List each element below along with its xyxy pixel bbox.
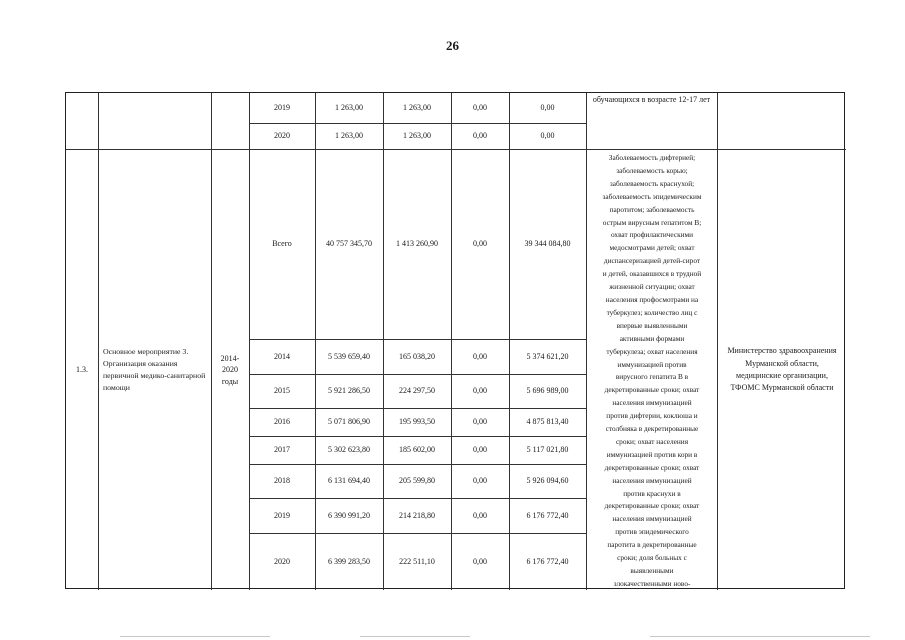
funding-cell: 5 117 021,80 <box>526 445 569 455</box>
indicator-line: сроки; охват населения <box>615 436 689 446</box>
funding-cell: 5 926 094,60 <box>526 476 569 486</box>
indicator-line: столбняка в декретированные <box>605 424 699 434</box>
indicator-line: заболеваемость краснухой; <box>609 178 695 188</box>
indicator-line: заболеваемость корью; <box>616 165 688 175</box>
indicator-line: острым вирусным гепатитом В; <box>602 217 702 227</box>
funding-cell: 1 263,00 <box>403 102 431 112</box>
year-cell: 2019 <box>274 510 290 520</box>
year-cell: 2014 <box>274 351 290 361</box>
funding-cell: 0,00 <box>473 351 487 361</box>
year-cell: 2015 <box>274 386 290 396</box>
total-cell: 1 263,00 <box>335 102 363 112</box>
total-cell: 5 539 659,40 <box>328 351 370 361</box>
funding-cell: 222 511,10 <box>399 556 435 566</box>
total-cell: 6 390 991,20 <box>328 510 370 520</box>
funding-cell: 39 344 084,80 <box>524 239 571 249</box>
indicator-line: декретированные сроки; охват <box>604 501 700 511</box>
funding-cell: 0,00 <box>540 102 555 112</box>
funding-cell: 185 602,00 <box>399 445 435 455</box>
funding-cell: 224 297,50 <box>399 386 435 396</box>
funding-cell: 0,00 <box>540 131 555 141</box>
funding-cell: 214 218,80 <box>399 510 435 520</box>
scan-artifact <box>120 636 270 637</box>
indicator-line: злокачественными ново- <box>613 578 691 588</box>
col-divider <box>586 93 587 590</box>
total-cell: 40 757 345,70 <box>326 239 372 249</box>
funding-cell: 6 176 772,40 <box>526 510 569 520</box>
indicator-line: декретированные сроки; охват <box>604 462 700 472</box>
funding-cell: 0,00 <box>473 417 487 427</box>
funding-cell: 1 263,00 <box>403 131 431 141</box>
program-table <box>65 92 845 589</box>
col-divider <box>98 93 99 590</box>
year-cell: 2016 <box>274 417 290 427</box>
indicator-line: жизненной ситуации; охват <box>609 282 695 292</box>
funding-cell: 6 176 772,40 <box>526 556 569 566</box>
total-cell: 5 921 286,50 <box>328 386 370 396</box>
funding-cell: 5 374 621,20 <box>526 351 569 361</box>
indicator-line: Заболеваемость дифтерией; <box>608 153 696 162</box>
indicator-line: против краснухи в <box>623 488 681 498</box>
funding-cell: 205 599,80 <box>399 476 435 486</box>
indicator-line: впервые выявленными <box>616 320 688 330</box>
page-number: 26 <box>446 38 459 53</box>
funding-cell: 5 696 989,00 <box>526 386 569 396</box>
year-cell: 2020 <box>274 131 290 141</box>
top-indicator-text: обучающихся в возрасте 12-17 лет <box>592 95 711 104</box>
indicator-line: заболеваемость эпидемическим <box>602 191 702 201</box>
indicator-line: населения профосмотрами на <box>605 294 699 304</box>
indicator-list <box>588 152 716 589</box>
funding-cell: 0,00 <box>473 102 487 112</box>
funding-cell: 0,00 <box>473 386 487 396</box>
executors-text: Министерство здравоохранения Мурманской области, медицинские организации, ТФОМС Мурманской области <box>727 346 837 393</box>
funding-cell: 1 413 260,90 <box>396 239 438 249</box>
funding-cell: 4 875 813,40 <box>526 417 569 427</box>
total-cell: 5 302 623,80 <box>328 445 370 455</box>
funding-cell: 0,00 <box>473 131 487 141</box>
indicator-line: населения иммунизацией <box>612 514 692 524</box>
funding-cell: 0,00 <box>473 476 487 486</box>
indicator-line: декретированные сроки; охват <box>604 385 700 395</box>
funding-cell: 0,00 <box>473 556 487 566</box>
indicator-line: паротитом; заболеваемость <box>609 204 695 214</box>
indicator-line: и детей, оказавшихся в трудной <box>602 269 702 279</box>
year-cell: 2018 <box>274 476 290 486</box>
indicator-line: вирусного гепатита В в <box>615 372 689 382</box>
funding-cell: 195 993,50 <box>399 417 435 427</box>
col-divider <box>717 93 718 590</box>
indicator-line: охват профилактическими <box>610 230 694 240</box>
indicator-line: иммунизацией против <box>617 359 687 369</box>
section-period: 2014-2020 годы <box>220 353 240 386</box>
section-number: 1.3. <box>76 364 88 374</box>
col-divider <box>211 93 212 590</box>
indicator-line: туберкулеза; охват населения <box>606 346 698 356</box>
indicator-line: сроки; доля больных с <box>617 553 687 563</box>
year-cell: 2017 <box>274 445 290 455</box>
indicator-line: туберкулез; количество лиц с <box>606 307 698 317</box>
section-title: Основное мероприятие 3. Организация оказания первичной медико-санитарной помощи <box>103 346 206 393</box>
total-cell: 6 131 694,40 <box>328 476 370 486</box>
funding-cell: 165 038,20 <box>399 351 435 361</box>
total-cell: 5 071 806,90 <box>328 417 370 427</box>
indicator-line: иммунизацией против кори в <box>606 449 698 459</box>
indicator-line: медосмотрами детей; охват <box>609 243 695 253</box>
indicator-line: выявленными <box>630 566 674 575</box>
funding-cell: 0,00 <box>473 239 487 249</box>
total-cell: 1 263,00 <box>335 131 363 141</box>
indicator-line: против дифтерии, коклюша и <box>606 411 698 421</box>
year-cell: 2020 <box>274 556 290 566</box>
funding-cell: 0,00 <box>473 510 487 520</box>
year-cell: Всего <box>272 239 292 249</box>
total-cell: 6 399 283,50 <box>328 556 370 566</box>
indicator-line: паротита в декретированные <box>607 540 697 550</box>
indicator-line: против эпидемического <box>615 527 689 537</box>
indicator-line: активными формами <box>619 333 685 343</box>
funding-cell: 0,00 <box>473 445 487 455</box>
scan-artifact <box>650 636 870 637</box>
indicator-line: населения иммунизацией <box>612 475 692 485</box>
scan-artifact <box>360 636 470 637</box>
indicator-line: населения иммунизацией <box>612 398 692 408</box>
year-cell: 2019 <box>274 102 290 112</box>
indicator-line: диспансеризацией детей-сирот <box>603 256 701 266</box>
